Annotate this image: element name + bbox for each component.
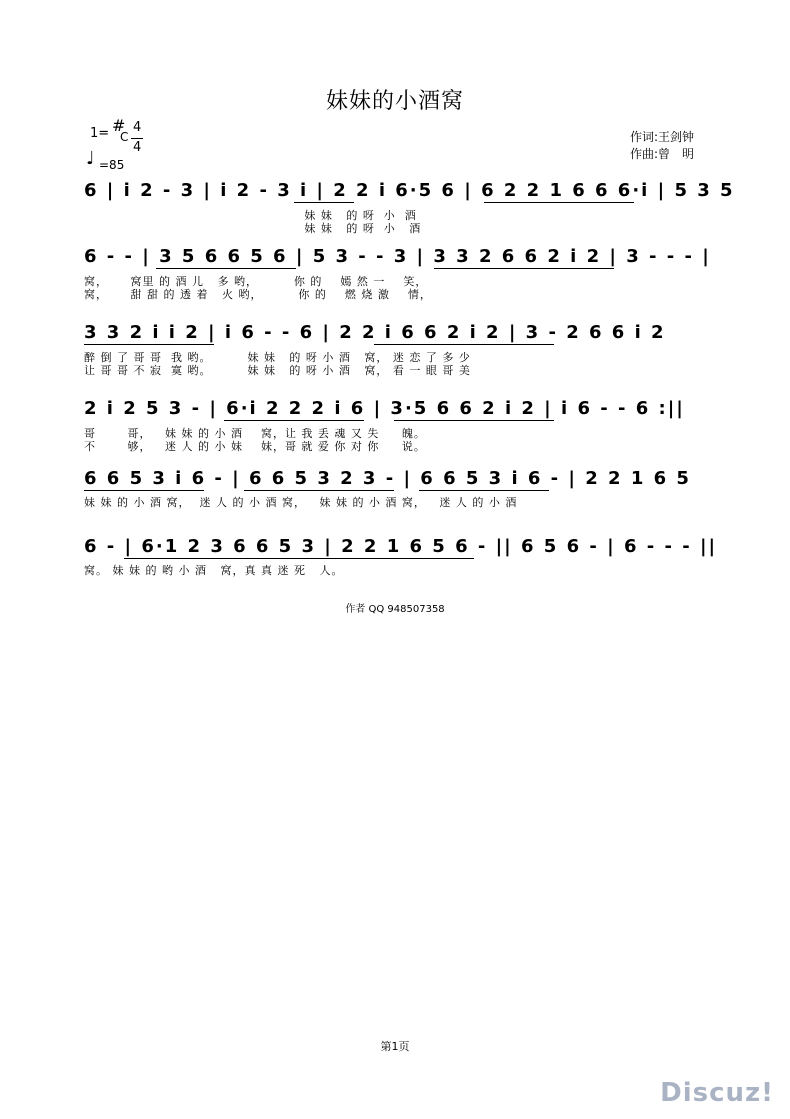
tempo-value: =85 xyxy=(99,158,125,172)
beat-underline xyxy=(244,490,394,491)
notation-line: 6 - - | 3 5 6 6 5 6 | 5 3 - - 3 | 3 3 2 6 6 2 i 2 | 3 - - - | xyxy=(84,246,711,267)
author-contact: 作者 QQ 948507358 xyxy=(345,604,445,615)
beat-underline xyxy=(124,558,324,559)
key-prefix: 1= xyxy=(90,126,110,141)
beat-underline xyxy=(374,344,554,345)
lyrics-verse-2: 窝， 甜 甜 的 透 着 火 哟， 你 的 燃 烧 激 情， xyxy=(84,288,432,301)
lyrics-verse-2: 妹 妹 的 呀 小 酒 xyxy=(84,222,422,235)
notation-line: 6 | i 2 - 3 | i 2 - 3 i | 2 2 i 6·5 6 | 6 2 2 1 6 6 6·i | 5 3 5 xyxy=(84,180,735,201)
discuz-watermark: Discuz! xyxy=(660,1078,774,1108)
quarter-note-icon: ♩ xyxy=(86,148,95,169)
notation-line: 3 3 2 i i 2 | i 6 - - 6 | 2 2 i 6 6 2 i 2 | 3 - 2 6 6 i 2 xyxy=(84,322,666,343)
time-signature-divider xyxy=(131,138,143,139)
beat-underline xyxy=(434,268,614,269)
page-number: 第1页 xyxy=(380,1040,410,1053)
beat-underline xyxy=(294,202,354,203)
key-letter: C xyxy=(120,130,129,144)
lyrics-verse-2: 让 哥 哥 不 寂 寞 哟。 妹 妹 的 呀 小 酒 窝， 看 一 眼 哥 美 xyxy=(84,364,471,377)
composer-credit: 作曲:曾 明 xyxy=(630,147,695,161)
beat-underline xyxy=(394,420,554,421)
beat-underline xyxy=(419,490,549,491)
time-signature-bottom: 4 xyxy=(133,140,142,155)
lyrics-verse-1: 哥 哥， 妹 妹 的 小 酒 窝，让 我 丢 魂 又 失 魄。 xyxy=(84,427,426,440)
key-sharp: # xyxy=(112,116,126,135)
beat-underline xyxy=(324,558,474,559)
song-title: 妹妹的小酒窝 xyxy=(325,89,464,114)
notation-line: 2 i 2 5 3 - | 6·i 2 2 2 i 6 | 3·5 6 6 2 i 2 | i 6 - - 6 :|| xyxy=(84,398,685,419)
notation-line: 6 - | 6·1 2 3 6 6 5 3 | 2 2 1 6 5 6 - || 6 5 6 - | 6 - - - || xyxy=(84,536,718,557)
lyrics-verse-1: 妹 妹 的 呀 小 酒 xyxy=(84,209,417,222)
beat-underline xyxy=(84,344,214,345)
lyricist-credit: 作词:王剑钟 xyxy=(630,130,695,144)
beat-underline xyxy=(484,202,634,203)
lyrics-verse-1: 窝， 窝里 的 酒 儿 多 哟， 你 的 嫣 然 一 笑， xyxy=(84,275,428,288)
beat-underline xyxy=(84,490,204,491)
lyrics-verse-1: 妹 妹 的 小 酒 窝， 迷 人 的 小 酒 窝， 妹 妹 的 小 酒 窝， 迷 人 的 小 酒 xyxy=(84,496,518,509)
lyrics-verse-2: 不 够， 迷 人 的 小 妹 妹，哥 就 爱 你 对 你 说。 xyxy=(84,440,426,453)
beat-underline xyxy=(224,420,364,421)
beat-underline xyxy=(156,268,296,269)
lyrics-verse-1: 醉 倒 了 哥 哥 我 哟。 妹 妹 的 呀 小 酒 窝， 迷 恋 了 多 少 xyxy=(84,351,471,364)
lyrics-verse-1: 窝。 妹 妹 的 哟 小 酒 窝，真 真 迷 死 人。 xyxy=(84,564,344,577)
notation-line: 6 6 5 3 i 6 - | 6 6 5 3 2 3 - | 6 6 5 3 i 6 - | 2 2 1 6 5 xyxy=(84,468,691,489)
time-signature-top: 4 xyxy=(133,120,142,135)
